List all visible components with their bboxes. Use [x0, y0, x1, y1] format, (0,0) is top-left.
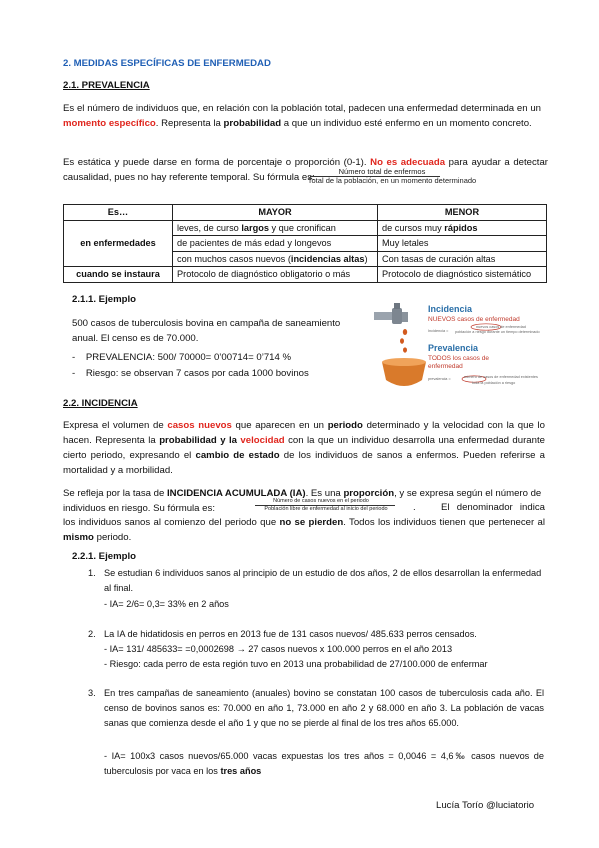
bold-text: cambio de estado — [195, 450, 280, 461]
example-item-result: - IA= 131/ 485633= =0,0002698 → 27 casos nuevos x 100.000 perros en el año 2013 — [104, 644, 453, 654]
bullet-text: PREVALENCIA: 500/ 70000= 0’00714= 0’714 % — [85, 352, 292, 363]
example-item-number: 2. — [88, 629, 96, 639]
figure-prevalencia-subtitle: TODOS los casos de — [428, 355, 489, 362]
text-run: Se estudian 6 individuos sanos al principio de un estudio de dos años, 2 de ellos desarrollan la enfermedad al final. — [104, 568, 542, 593]
example-item-result: - Riesgo: cada perro de esta región tuvo en 2013 una probabilidad de 27/100.000 de enfermar — [104, 659, 488, 669]
figure-incidencia-title: Incidencia — [428, 304, 473, 314]
example-item-text — [104, 686, 544, 731]
text-run: con la que un individuo desarrolla una enfermedad durante cierto periodo, expresando el — [63, 435, 545, 461]
prevalencia-example-text: 500 casos de tuberculosis bovina en campaña de saneamiento anual. El censo es de 70.000. — [72, 318, 341, 344]
prevalencia-example-heading: 2.1.1. Ejemplo — [72, 294, 136, 305]
table-cell — [173, 220, 378, 236]
text-run: y que cronifican — [268, 222, 336, 233]
figure-prevalencia-note: toda la población a riesgo — [472, 381, 516, 385]
incidencia-formula-numerator: Número de casos nuevos en el periodo — [273, 498, 369, 504]
comparison-table — [63, 204, 547, 283]
highlight-text: casos nuevos — [167, 420, 232, 431]
figure-incidencia-subtitle: NUEVOS casos de enfermedad — [428, 316, 520, 323]
incidencia-paragraph-1 — [63, 418, 545, 478]
prevalencia-example-bullet: - PREVALENCIA: 500/ 70000= 0’00714= 0’714 % — [72, 352, 292, 363]
table-header-mayor: MAYOR — [173, 205, 378, 221]
text-run: . Es una — [305, 488, 344, 499]
figure-prevalencia-title: Prevalencia — [428, 343, 479, 353]
highlight-text: momento específico — [63, 118, 156, 129]
text-run: Muy letales — [382, 238, 429, 248]
table-row — [64, 220, 547, 236]
example-item-result: - IA= 2/6= 0,3= 33% en 2 años — [104, 599, 229, 609]
bold-text: periodo — [327, 420, 363, 431]
bold-text: rápidos — [444, 222, 478, 233]
prevalencia-formula-denominator: Total de la población, en un momento determinado — [307, 176, 477, 185]
text-run: - IA= 100x3 casos nuevos/65.000 vacas expuestas los tres años = 0,0046 = 4,6‰ casos nuevos de tuberculosis por vaca en los — [104, 751, 544, 776]
table-row — [64, 267, 547, 283]
incidencia-prevalencia-figure — [372, 300, 557, 400]
highlight-text: No es adecuada — [370, 157, 446, 168]
bold-text: no se pierden — [279, 517, 344, 528]
incidencia-example-heading: 2.2.1. Ejemplo — [72, 551, 136, 562]
text-run: Con tasas de curación altas — [382, 253, 496, 264]
incidencia-heading-text: 2.2. INCIDENCIA — [63, 398, 138, 409]
water-drop-icon — [400, 329, 407, 353]
text-run: de cursos muy — [382, 222, 445, 233]
text-run: determinado y la velocidad con la que lo hacen. Representa la — [63, 420, 545, 446]
text-run: para ayudar a detectar causalidad, pues no hay referente temporal. Su fórmula es: — [63, 157, 548, 183]
bold-text: INCIDENCIA ACUMULADA (IA) — [167, 488, 306, 499]
text-run: Expresa el volumen de — [63, 420, 168, 431]
table-cell: Protocolo de diagnóstico obligatorio o más — [173, 267, 378, 283]
text-run: , y se expresa según el número de individuos en riesgo. Su fórmula es: — [63, 488, 542, 514]
example-item-text — [104, 566, 544, 596]
incidencia-formula-denominator: Población libre de enfermedad al inicio del periodo — [264, 506, 388, 512]
text-run: El denominador indica los individuos sanos al comienzo del periodo que — [63, 502, 545, 528]
bold-text: incidencias altas — [290, 253, 365, 264]
text-run: En tres campañas de saneamiento (anuales) bovino se constatan 100 casos de tuberculosis cada año. El censo de bovinos sanos es: 70.000 en año 1, 73.000 en año 2 y 68.000 en año 3. La población de vacas sanas que comienza desde el año 1 y que no se pierde al final de los tres años 65.000. — [104, 688, 544, 728]
text-run: que aparecen en un — [231, 420, 328, 431]
table-row-group-label: en enfermedades — [64, 220, 173, 267]
text-run: Se refleja por la tasa de — [63, 488, 167, 499]
bold-text: proporción — [343, 488, 395, 499]
text-run: Es estática y puede darse en forma de porcentaje o proporción (0-1). — [63, 157, 371, 168]
bold-text: probabilidad y la — [159, 435, 241, 446]
figure-prevalencia-note: prevalencia = — [428, 377, 451, 381]
table-header-menor: MENOR — [378, 205, 547, 221]
text-run: con muchos casos nuevos ( — [177, 253, 291, 264]
prevalencia-example-bullet: - Riesgo: se observan 7 casos por cada 1000 bovinos — [72, 368, 309, 379]
example-item-result — [104, 749, 544, 779]
incidencia-heading — [63, 398, 138, 409]
faucet-icon — [374, 303, 408, 324]
text-run: Es el número de individuos que, en relación con la población total, padecen una enfermedad determinada en un — [63, 103, 541, 114]
section-title: 2. MEDIDAS ESPECÍFICAS DE ENFERMEDAD — [63, 58, 271, 69]
bold-text: mismo — [63, 532, 94, 543]
figure-incidencia-note: nuevos casos de enfermedad — [476, 325, 526, 329]
prevalencia-heading-text: 2.1. PREVALENCIA — [63, 80, 150, 91]
table-cell — [378, 236, 547, 252]
table-header-row — [64, 205, 547, 221]
text-run: periodo. — [93, 532, 132, 543]
table-row-label: cuando se instaura — [64, 267, 173, 283]
text-run: ) — [364, 253, 368, 264]
text-run: a que un individuo esté enfermo en un momento concreto. — [281, 118, 532, 129]
prevalencia-paragraph-1 — [63, 101, 541, 131]
example-item-number: 3. — [88, 688, 96, 698]
footer-author: Lucía Torío @luciatorio — [436, 800, 535, 811]
figure-incidencia-note: Incidencia = — [428, 329, 449, 333]
example-item-text — [104, 627, 544, 642]
incidencia-paragraph-2-continued — [63, 500, 545, 545]
table-cell — [173, 236, 378, 252]
text-run: leves, de curso — [177, 222, 242, 233]
formula-period: . — [413, 502, 416, 513]
figure-prevalencia-note: número de casos de enfermedad existentes — [464, 375, 538, 379]
figure-incidencia-note: población a riesgo durante un tiempo determinado — [455, 330, 540, 334]
highlight-text: velocidad — [240, 435, 285, 446]
bullet-text: Riesgo: se observan 7 casos por cada 1000 bovinos — [85, 368, 309, 379]
table-cell: Protocolo de diagnóstico sistemático — [378, 267, 547, 283]
text-run: La IA de hidatidosis en perros en 2013 fue de 131 casos nuevos/ 485.633 perros censados. — [104, 629, 477, 639]
text-run: de los individuos de sanos a enfermos. Pueden referirse a mortalidad y a morbilidad. — [63, 450, 545, 476]
text-run: . Representa la — [155, 118, 224, 129]
table-cell — [173, 251, 378, 267]
text-run: . Todos los individuos tienen que pertenecer al — [343, 517, 545, 528]
prevalencia-heading — [63, 80, 150, 91]
table-cell — [378, 220, 547, 236]
bold-text: largos — [241, 222, 269, 233]
text-run: de pacientes de más edad y longevos — [177, 238, 332, 248]
table-header-es: Es… — [64, 205, 173, 221]
table-cell — [378, 251, 547, 267]
bowl-icon — [382, 358, 426, 386]
example-item-number: 1. — [88, 568, 96, 578]
figure-prevalencia-subtitle: enfermedad — [428, 363, 463, 370]
prevalencia-formula-numerator: Número total de enfermos — [338, 167, 426, 176]
bold-text: probabilidad — [223, 118, 282, 129]
bold-text: tres años — [220, 766, 262, 776]
